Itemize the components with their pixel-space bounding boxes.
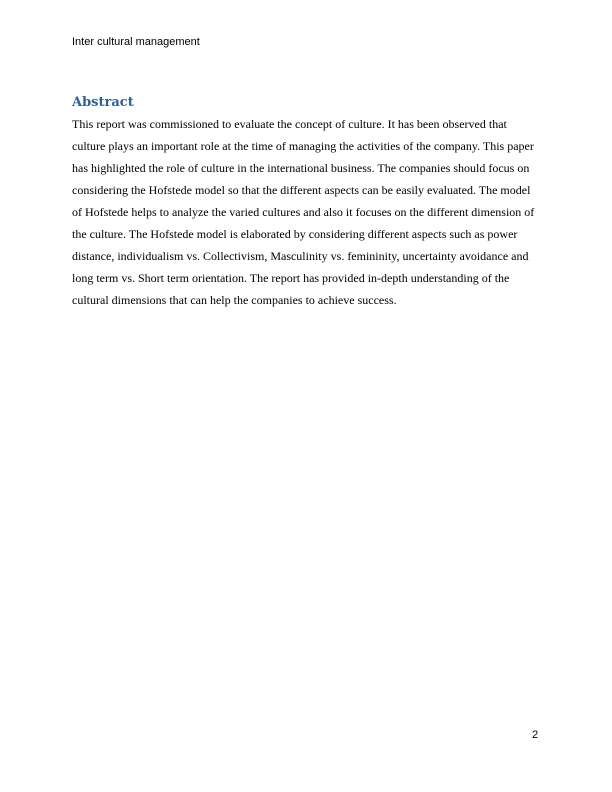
section-heading: Abstract — [72, 95, 134, 110]
page-number: 2 — [532, 729, 539, 741]
running-header: Inter cultural management — [72, 36, 200, 48]
abstract-paragraph: This report was commissioned to evaluate the concept of culture. It has been observed that culture plays an important role at the time of managing the activities of the company. This paper has highlighted the role of culture in the international business. The companies should focus on considering the Hofstede model so that the different aspects can be easily evaluated. The model of Hofstede helps to analyze the varied cultures and also it focuses on the different dimension of the culture. The Hofstede model is elaborated by considering different aspects such as power distance, individualism vs. Collectivism, Masculinity vs. femininity, uncertainty avoidance and long term vs. Short term orientation. The report has provided in-depth understanding of the cultural dimensions that can help the companies to achieve success. — [72, 117, 535, 307]
